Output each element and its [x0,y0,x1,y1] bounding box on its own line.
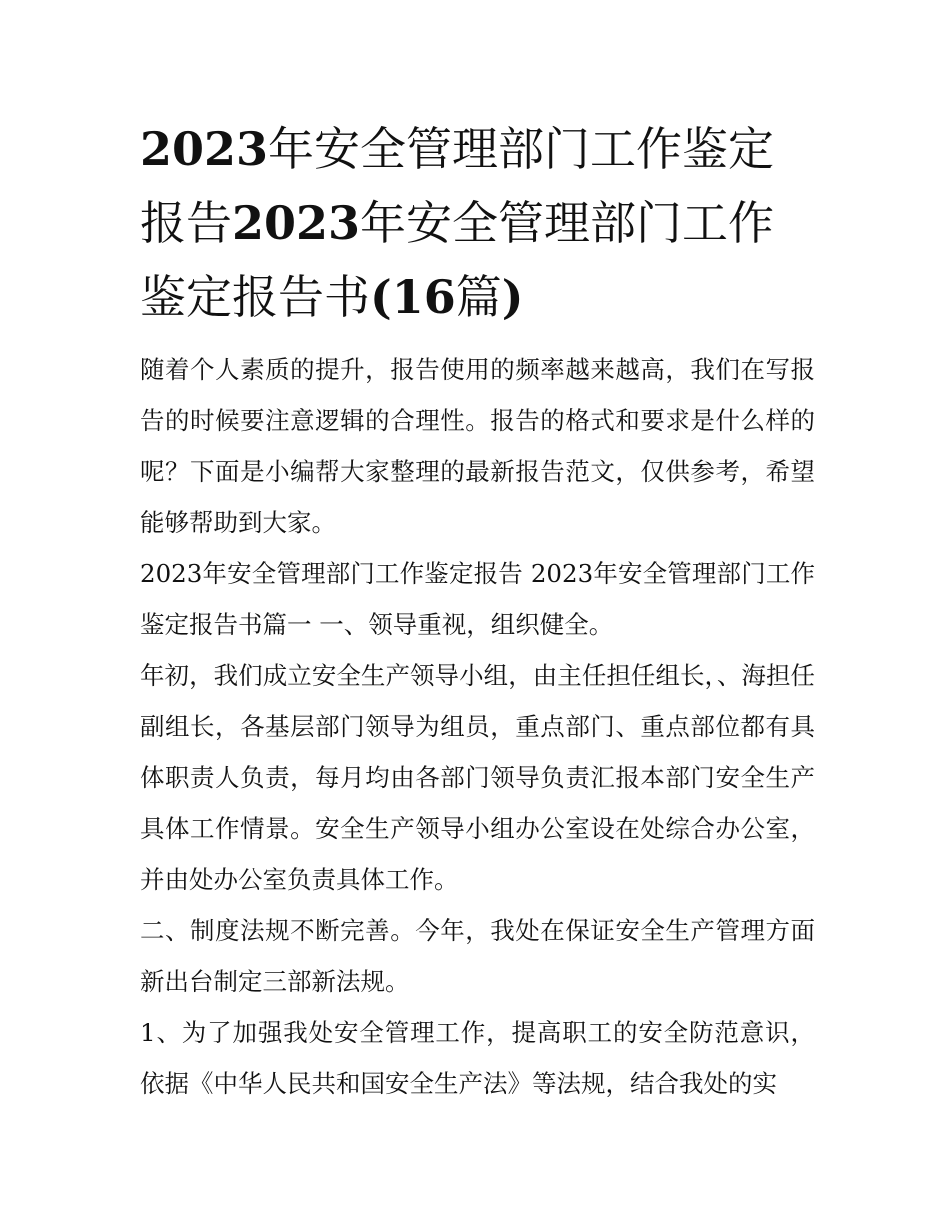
document-title: 2023年安全管理部门工作鉴定报告2023年安全管理部门工作鉴定报告书(16篇) [140,122,775,324]
paragraph-regulations: 二、制度法规不断完善。今年，我处在保证安全生产管理方面新出台制定三部新法规。 [140,916,815,996]
paragraph-item-1: 1、为了加强我处安全管理工作，提高职工的安全防范意识，依据《中华人民共和国安全生产法》等法规，结合我处的实 [140,1018,815,1098]
document-body [140,344,815,1109]
document-page [140,112,815,1109]
paragraph-leadership: 年初，我们成立安全生产领导小组，由主任担任组长，、海担任副组长，各基层部门领导为组员，重点部门、重点部位都有具体职责人负责，每月均由各部门领导负责汇报本部门安全生产具体工作情景。安全生产领导小组办公室设在处综合办公室，并由处办公室负责具体工作。 [140,661,815,894]
paragraph-section-heading: 2023年安全管理部门工作鉴定报告 2023年安全管理部门工作鉴定报告书篇一 一、领导重视，组织健全。 [140,559,815,639]
paragraph-intro: 随着个人素质的提升，报告使用的频率越来越高，我们在写报告的时候要注意逻辑的合理性。报告的格式和要求是什么样的呢？下面是小编帮大家整理的最新报告范文，仅供参考，希望能够帮助到大家。 [140,355,815,537]
